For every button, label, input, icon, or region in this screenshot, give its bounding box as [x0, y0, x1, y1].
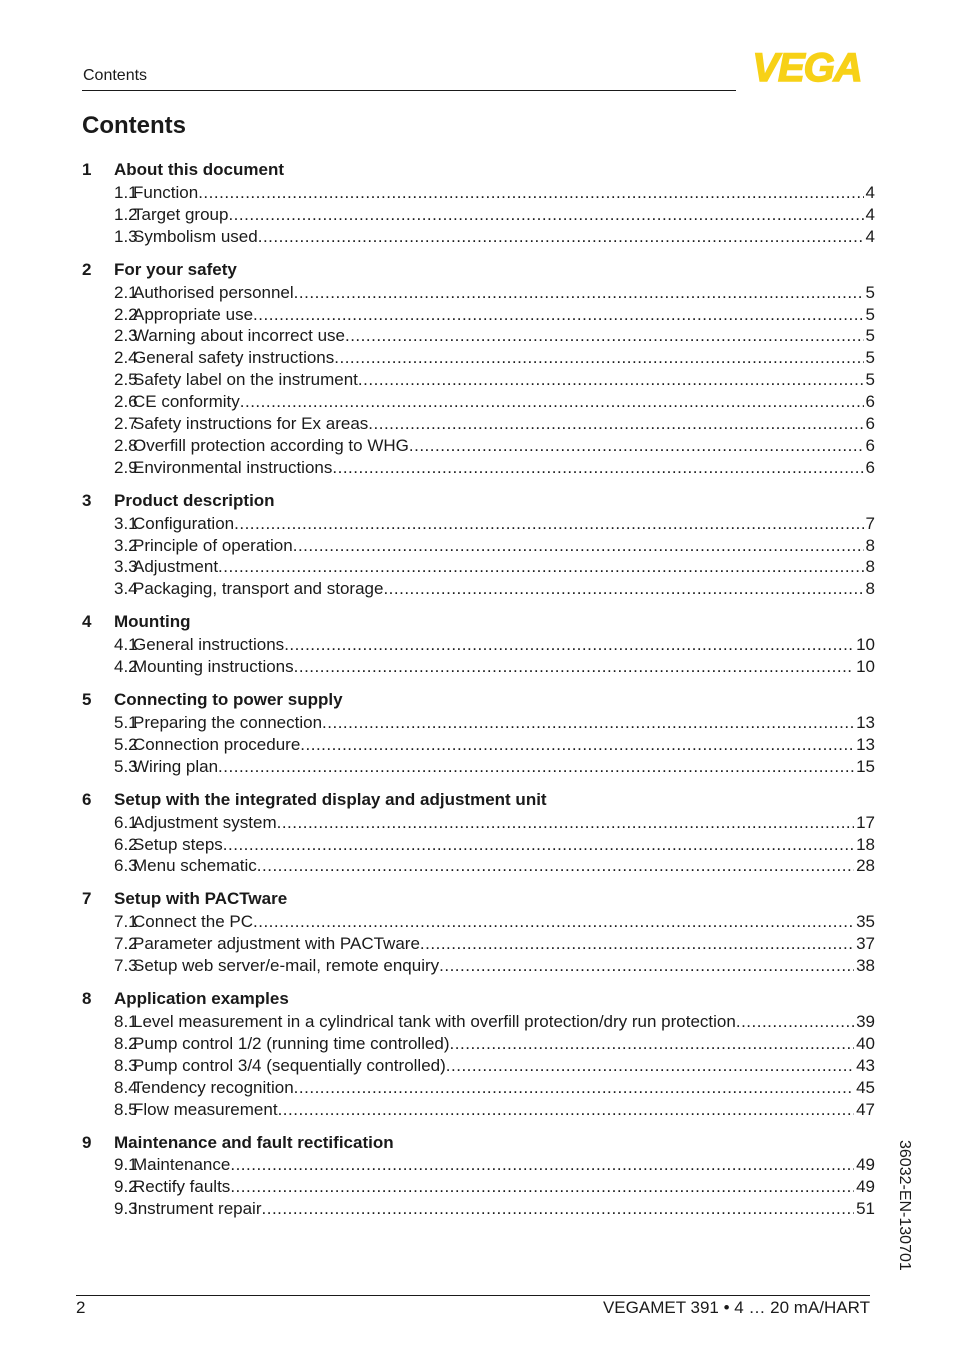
section-title: Connecting to power supply [114, 690, 343, 710]
entry-title: Mounting instructions [133, 657, 294, 677]
entry-page-number: 13 [856, 734, 875, 754]
toc-section-heading[interactable] [82, 258, 875, 282]
entry-title: Adjustment [133, 557, 219, 577]
dot-leader [450, 1034, 855, 1054]
entry-title: Environmental instructions [133, 457, 333, 477]
entry-number: 2.9 [114, 457, 138, 477]
entry-page-number: 18 [856, 834, 875, 854]
dot-leader [277, 813, 854, 833]
entry-title: Pump control 1/2 (running time controlled) [133, 1033, 450, 1053]
section-number: 8 [82, 989, 92, 1009]
dot-leader [278, 1100, 855, 1120]
entry-number: 1.3 [114, 226, 138, 246]
entry-title: Principle of operation [133, 535, 293, 555]
entry-title: Authorised personnel [133, 282, 294, 302]
entry-number: 2.8 [114, 435, 138, 455]
dot-leader [446, 1056, 854, 1076]
dot-leader [262, 1199, 855, 1219]
dot-leader [420, 934, 854, 954]
dot-leader [358, 370, 864, 390]
entry-title: Level measurement in a cylindrical tank with overfill protection/dry run protection [133, 1011, 736, 1031]
entry-page-number: 5 [865, 304, 875, 324]
entry-page-number: 6 [865, 457, 875, 477]
toc-entry[interactable] [82, 413, 875, 435]
entry-title: Pump control 3/4 (sequentially controlled) [133, 1055, 446, 1075]
toc-entry[interactable] [82, 855, 875, 877]
section-number: 9 [82, 1132, 92, 1152]
toc-section [82, 258, 875, 479]
entry-page-number: 38 [856, 956, 875, 976]
toc-entry[interactable] [82, 347, 875, 369]
section-number: 2 [82, 259, 92, 279]
entry-page-number: 4 [865, 182, 875, 202]
section-number: 1 [82, 160, 92, 179]
toc-entry[interactable] [82, 556, 875, 578]
toc-section-heading[interactable] [82, 887, 875, 911]
dot-leader [300, 735, 854, 755]
entry-number: 8.5 [114, 1099, 138, 1119]
entry-title: Appropriate use [133, 304, 254, 324]
table-of-contents [82, 158, 875, 1230]
entry-title: Symbolism used [133, 226, 258, 246]
section-title: For your safety [114, 259, 237, 279]
entry-number: 9.1 [114, 1155, 138, 1175]
entry-number: 3.3 [114, 557, 138, 577]
entry-page-number: 4 [865, 204, 875, 224]
entry-page-number: 8 [865, 557, 875, 577]
entry-number: 7.1 [114, 912, 138, 932]
entry-number: 3.2 [114, 535, 138, 555]
dot-leader [332, 458, 863, 478]
entry-page-number: 51 [856, 1199, 875, 1219]
toc-entry[interactable] [82, 734, 875, 756]
entry-page-number: 5 [865, 282, 875, 302]
toc-entry[interactable] [82, 656, 875, 678]
toc-section-heading[interactable] [82, 688, 875, 712]
dot-leader [223, 835, 854, 855]
entry-page-number: 7 [865, 513, 875, 533]
toc-section-heading[interactable] [82, 788, 875, 812]
toc-entry[interactable] [82, 513, 875, 535]
entry-title: Target group [133, 204, 229, 224]
entry-title: Safety instructions for Ex areas [133, 413, 369, 433]
entry-page-number: 6 [865, 392, 875, 412]
entry-title: Maintenance [133, 1155, 231, 1175]
entry-title: Connection procedure [133, 734, 301, 754]
dot-leader [368, 414, 863, 434]
entry-number: 2.1 [114, 282, 138, 302]
toc-entry[interactable] [82, 634, 875, 656]
toc-entry[interactable] [82, 226, 875, 248]
dot-leader [234, 514, 863, 534]
entry-page-number: 49 [856, 1155, 875, 1175]
header-divider [82, 90, 736, 91]
dot-leader [228, 205, 863, 225]
entry-number: 4.1 [114, 635, 138, 655]
entry-page-number: 35 [856, 912, 875, 932]
toc-entry[interactable] [82, 204, 875, 226]
toc-entry[interactable] [82, 1176, 875, 1198]
dot-leader [345, 326, 864, 346]
entry-number: 1.2 [114, 204, 138, 224]
toc-section [82, 158, 875, 248]
entry-number: 6.1 [114, 812, 138, 832]
toc-section-heading[interactable] [82, 158, 875, 182]
toc-entry[interactable] [82, 756, 875, 778]
entry-page-number: 43 [856, 1055, 875, 1075]
toc-section [82, 887, 875, 977]
toc-section [82, 788, 875, 878]
dot-leader [198, 183, 863, 203]
entry-number: 2.2 [114, 304, 138, 324]
dot-leader [230, 1177, 854, 1197]
dot-leader [322, 713, 854, 733]
entry-title: Adjustment system [133, 812, 277, 832]
toc-section [82, 1131, 875, 1221]
entry-page-number: 6 [865, 413, 875, 433]
entry-title: Setup web server/e-mail, remote enquiry [133, 956, 440, 976]
dot-leader [409, 436, 864, 456]
dot-leader [218, 557, 863, 577]
entry-title: Overfill protection according to WHG [133, 435, 409, 455]
entry-number: 8.3 [114, 1055, 138, 1075]
dot-leader [293, 536, 864, 556]
toc-entry[interactable] [82, 1055, 875, 1077]
header-section-label: Contents [83, 67, 148, 84]
toc-entry[interactable] [82, 1077, 875, 1099]
dot-leader [294, 657, 854, 677]
toc-entry[interactable] [82, 911, 875, 933]
section-number: 3 [82, 490, 92, 510]
footer-page-number: 2 [76, 1298, 86, 1317]
toc-section [82, 610, 875, 678]
toc-entry[interactable] [82, 712, 875, 734]
entry-title: Connect the PC [133, 912, 254, 932]
section-title: Product description [114, 490, 275, 510]
toc-entry[interactable] [82, 1011, 875, 1033]
entry-title: Wiring plan [133, 756, 219, 776]
entry-title: Parameter adjustment with PACTware [133, 934, 420, 954]
entry-title: Flow measurement [133, 1099, 278, 1119]
toc-entry[interactable] [82, 182, 875, 204]
dot-leader [294, 1078, 854, 1098]
entry-number: 3.1 [114, 513, 138, 533]
entry-page-number: 5 [865, 370, 875, 390]
entry-title: General safety instructions [133, 348, 335, 368]
toc-section [82, 489, 875, 601]
section-title: About this document [114, 160, 284, 179]
entry-number: 7.2 [114, 934, 138, 954]
entry-title: Rectify faults [133, 1177, 231, 1197]
logo-wordmark: VEGA [752, 50, 862, 84]
entry-number: 5.1 [114, 712, 138, 732]
toc-entry[interactable] [82, 1155, 875, 1177]
entry-number: 8.1 [114, 1011, 138, 1031]
toc-entry[interactable] [82, 535, 875, 557]
footer-divider [76, 1295, 870, 1296]
entry-title: General instructions [133, 635, 285, 655]
entry-number: 2.5 [114, 370, 138, 390]
section-number: 5 [82, 690, 92, 710]
section-number: 6 [82, 789, 92, 809]
toc-entry[interactable] [82, 834, 875, 856]
toc-entry[interactable] [82, 457, 875, 479]
entry-page-number: 5 [865, 326, 875, 346]
toc-entry[interactable] [82, 955, 875, 977]
toc-section [82, 688, 875, 778]
entry-number: 6.2 [114, 834, 138, 854]
entry-page-number: 10 [856, 657, 875, 677]
dot-leader [294, 283, 864, 303]
dot-leader [253, 305, 864, 325]
entry-number: 9.3 [114, 1199, 138, 1219]
dot-leader [736, 1012, 854, 1032]
toc-entry[interactable] [82, 933, 875, 955]
dot-leader [258, 227, 864, 247]
entry-title: Warning about incorrect use [133, 326, 345, 346]
toc-entry[interactable] [82, 1099, 875, 1121]
entry-number: 2.6 [114, 392, 138, 412]
entry-page-number: 15 [856, 756, 875, 776]
dot-leader [253, 912, 854, 932]
toc-entry[interactable] [82, 304, 875, 326]
entry-title: Instrument repair [133, 1199, 262, 1219]
toc-entry[interactable] [82, 1033, 875, 1055]
page-title: Contents [82, 112, 186, 139]
toc-section-heading[interactable] [82, 610, 875, 634]
toc-entry[interactable] [82, 812, 875, 834]
entry-number: 5.3 [114, 756, 138, 776]
entry-title: Preparing the connection [133, 712, 323, 732]
toc-entry[interactable] [82, 391, 875, 413]
entry-title: Tendency recognition [133, 1077, 294, 1097]
entry-page-number: 6 [865, 435, 875, 455]
entry-page-number: 45 [856, 1077, 875, 1097]
entry-page-number: 13 [856, 712, 875, 732]
footer-product-name: VEGAMET 391 • 4 … 20 mA/HART [602, 1298, 870, 1317]
entry-page-number: 39 [856, 1011, 875, 1031]
entry-page-number: 40 [856, 1033, 875, 1053]
toc-section-heading[interactable] [82, 987, 875, 1011]
document-code: 36032-EN-130701 [896, 1140, 913, 1271]
entry-page-number: 8 [865, 535, 875, 555]
toc-section [82, 987, 875, 1120]
entry-number: 8.4 [114, 1077, 138, 1097]
entry-title: Function [133, 182, 199, 202]
entry-page-number: 49 [856, 1177, 875, 1197]
entry-page-number: 17 [856, 812, 875, 832]
section-title: Application examples [114, 989, 289, 1009]
section-number: 4 [82, 612, 92, 632]
entry-title: Packaging, transport and storage [133, 579, 384, 599]
entry-number: 4.2 [114, 657, 138, 677]
entry-title: Configuration [133, 513, 235, 533]
dot-leader [284, 635, 854, 655]
vega-logo [740, 50, 874, 84]
entry-title: Safety label on the instrument [133, 370, 358, 390]
section-title: Setup with the integrated display and adjustment unit [114, 789, 547, 809]
section-title: Setup with PACTware [114, 889, 288, 909]
entry-title: Menu schematic [133, 856, 257, 876]
entry-number: 9.2 [114, 1177, 138, 1197]
dot-leader [383, 579, 863, 599]
entry-title: Setup steps [133, 834, 223, 854]
toc-entry[interactable] [82, 282, 875, 304]
entry-number: 3.4 [114, 579, 138, 599]
entry-number: 2.3 [114, 326, 138, 346]
entry-number: 5.2 [114, 734, 138, 754]
entry-page-number: 10 [856, 635, 875, 655]
dot-leader [230, 1155, 854, 1175]
toc-entry[interactable] [82, 1198, 875, 1220]
toc-entry[interactable] [82, 325, 875, 347]
entry-page-number: 37 [856, 934, 875, 954]
entry-number: 6.3 [114, 856, 138, 876]
dot-leader [218, 757, 854, 777]
entry-number: 7.3 [114, 956, 138, 976]
entry-page-number: 47 [856, 1099, 875, 1119]
entry-page-number: 28 [856, 856, 875, 876]
toc-entry[interactable] [82, 435, 875, 457]
dot-leader [334, 348, 863, 368]
toc-section-heading[interactable] [82, 1131, 875, 1155]
entry-title: CE conformity [133, 392, 240, 412]
entry-page-number: 4 [865, 226, 875, 246]
toc-section-heading[interactable] [82, 489, 875, 513]
entry-page-number: 5 [865, 348, 875, 368]
dot-leader [240, 392, 864, 412]
entry-number: 2.4 [114, 348, 138, 368]
entry-number: 1.1 [114, 182, 138, 202]
section-number: 7 [82, 889, 92, 909]
dot-leader [257, 856, 854, 876]
section-title: Mounting [114, 612, 191, 632]
section-title: Maintenance and fault rectification [114, 1132, 394, 1152]
entry-page-number: 8 [865, 579, 875, 599]
dot-leader [439, 956, 854, 976]
entry-number: 8.2 [114, 1033, 138, 1053]
entry-number: 2.7 [114, 413, 138, 433]
toc-entry[interactable] [82, 578, 875, 600]
toc-entry[interactable] [82, 369, 875, 391]
